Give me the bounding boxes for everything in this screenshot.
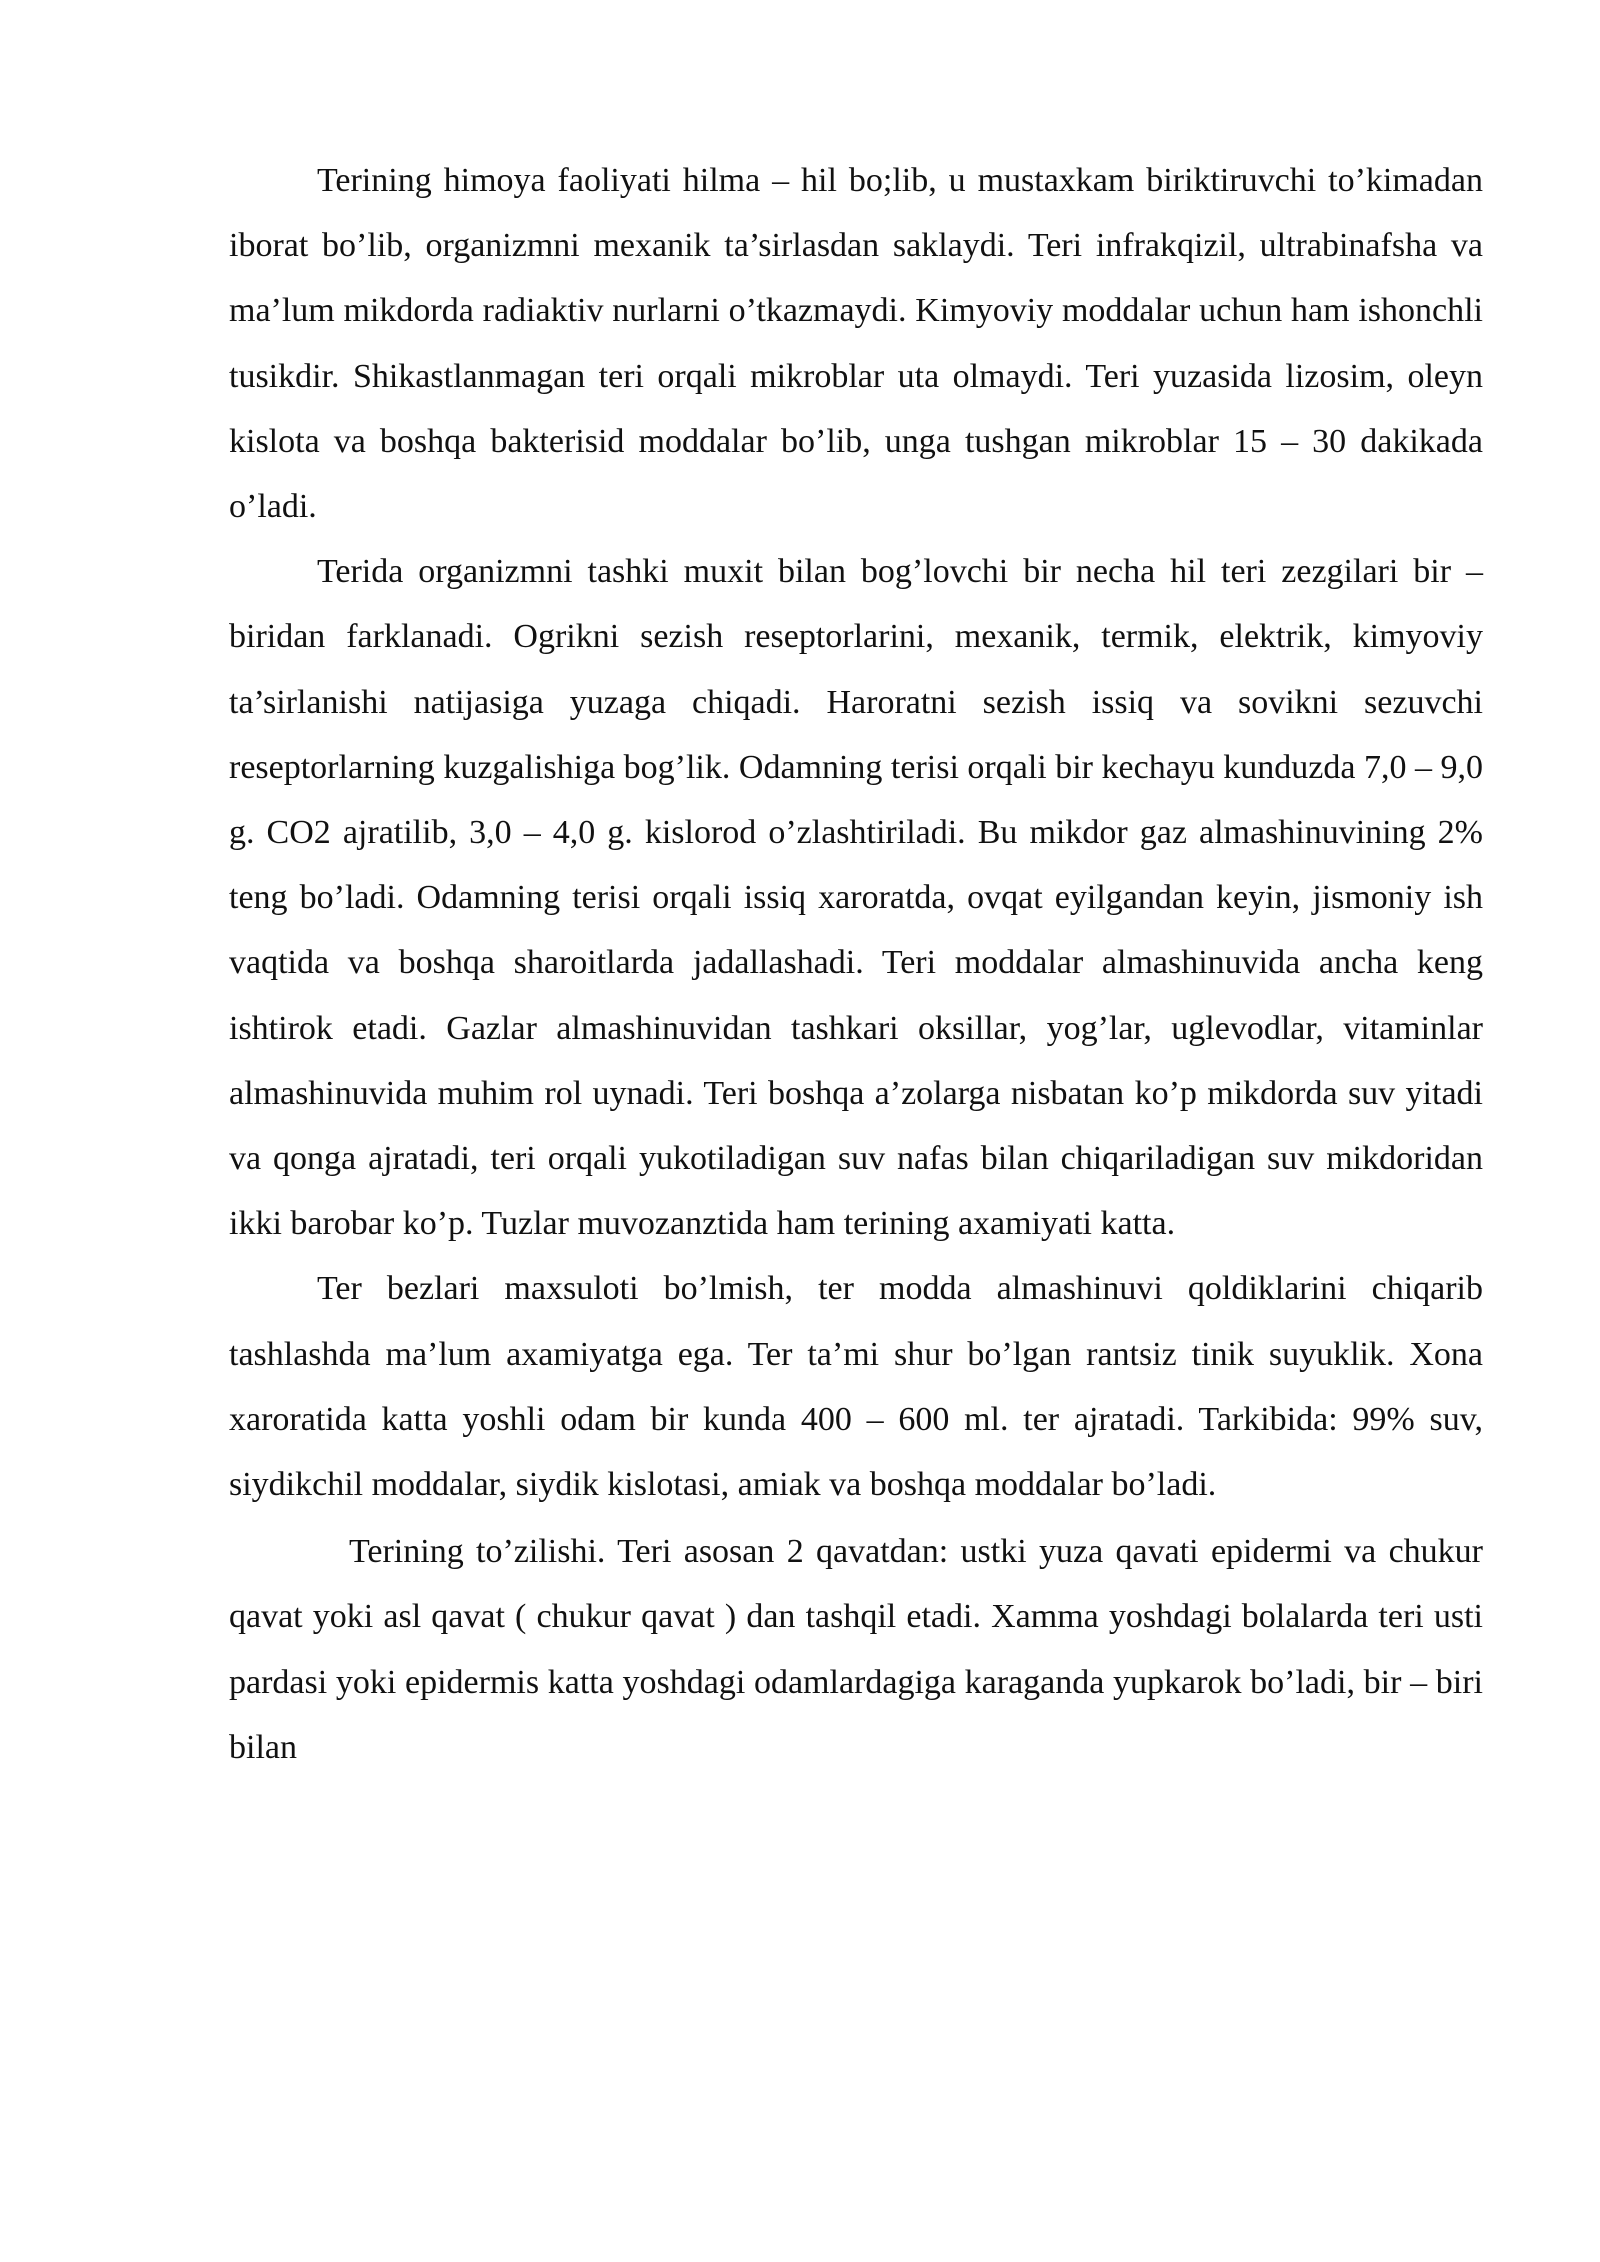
paragraph-skin-protective-function: Terining himoya faoliyati hilma – hil bo;lib, u mustaxkam biriktiruvchi to’kimadan iborat bo’lib, organizmni mexanik ta’sirlasdan saklaydi. Teri infrakqizil, ultrabinafsha va ma’lum mikdorda radiaktiv nurlarni o’tkazmaydi. Kimyoviy moddalar uchun ham ishonchli tusikdir. Shikastlanmagan teri orqali mikroblar uta olmaydi. Teri yuzasida lizosim, oleyn kislota va boshqa bakterisid moddalar bo’lib, unga tushgan mikroblar 15 – 30 dakikada o’ladi. — [229, 162, 1483, 526]
paragraph-skin-receptors-and-metabolism: Terida organizmni tashki muxit bilan bog’lovchi bir necha hil teri zezgilari bir – biridan farklanadi. Ogrikni sezish reseptorlarini, mexanik, termik, elektrik, kimyoviy ta’sirlanishi natijasiga yuzaga chiqadi. Haroratni sezish issiq va sovikni sezuvchi reseptorlarning kuzgalishiga bog’lik. Odamning terisi orqali bir kechayu kunduzda 7,0 – 9,0 g. CO2 ajratilib, 3,0 – 4,0 g. kislorod o’zlashtiriladi. Bu mikdor gaz almashinuvining 2% teng bo’ladi. Odamning terisi orqali issiq xaroratda, ovqat eyilgandan keyin, jismoniy ish vaqtida va boshqa sharoitlarda jadallashadi. Teri moddalar almashinuvida ancha keng ishtirok etadi. Gazlar almashinuvidan tashkari oksillar, yog’lar, uglevodlar, vitaminlar almashinuvida muhim rol uynadi. Teri boshqa a’zolarga nisbatan ko’p mikdorda suv yitadi va qonga ajratadi, teri orqali yukotiladigan suv nafas bilan chiqariladigan suv mikdoridan ikki barobar ko’p. Tuzlar muvozanztida ham terining axamiyati katta. — [229, 553, 1483, 1243]
document-body — [229, 148, 1483, 1780]
paragraph-skin-structure: Terining to’zilishi. Teri asosan 2 qavatdan: ustki yuza qavati epidermi va chukur qavat yoki asl qavat ( chukur qavat ) dan tashqil etadi. Xamma yoshdagi bolalarda teri usti pardasi yoki epidermis katta yoshdagi odamlardagiga karaganda yupkarok bo’ladi, bir – biri bilan — [229, 1533, 1483, 1766]
paragraph-sweat-glands: Ter bezlari maxsuloti bo’lmish, ter modda almashinuvi qoldiklarini chiqarib tashlashda ma’lum axamiyatga ega. Ter ta’mi shur bo’lgan rantsiz tinik suyuklik. Xona xaroratida katta yoshli odam bir kunda 400 – 600 ml. ter ajratadi. Tarkibida: 99% suv, siydikchil moddalar, siydik kislotasi, amiak va boshqa moddalar bo’ladi. — [229, 1270, 1483, 1504]
